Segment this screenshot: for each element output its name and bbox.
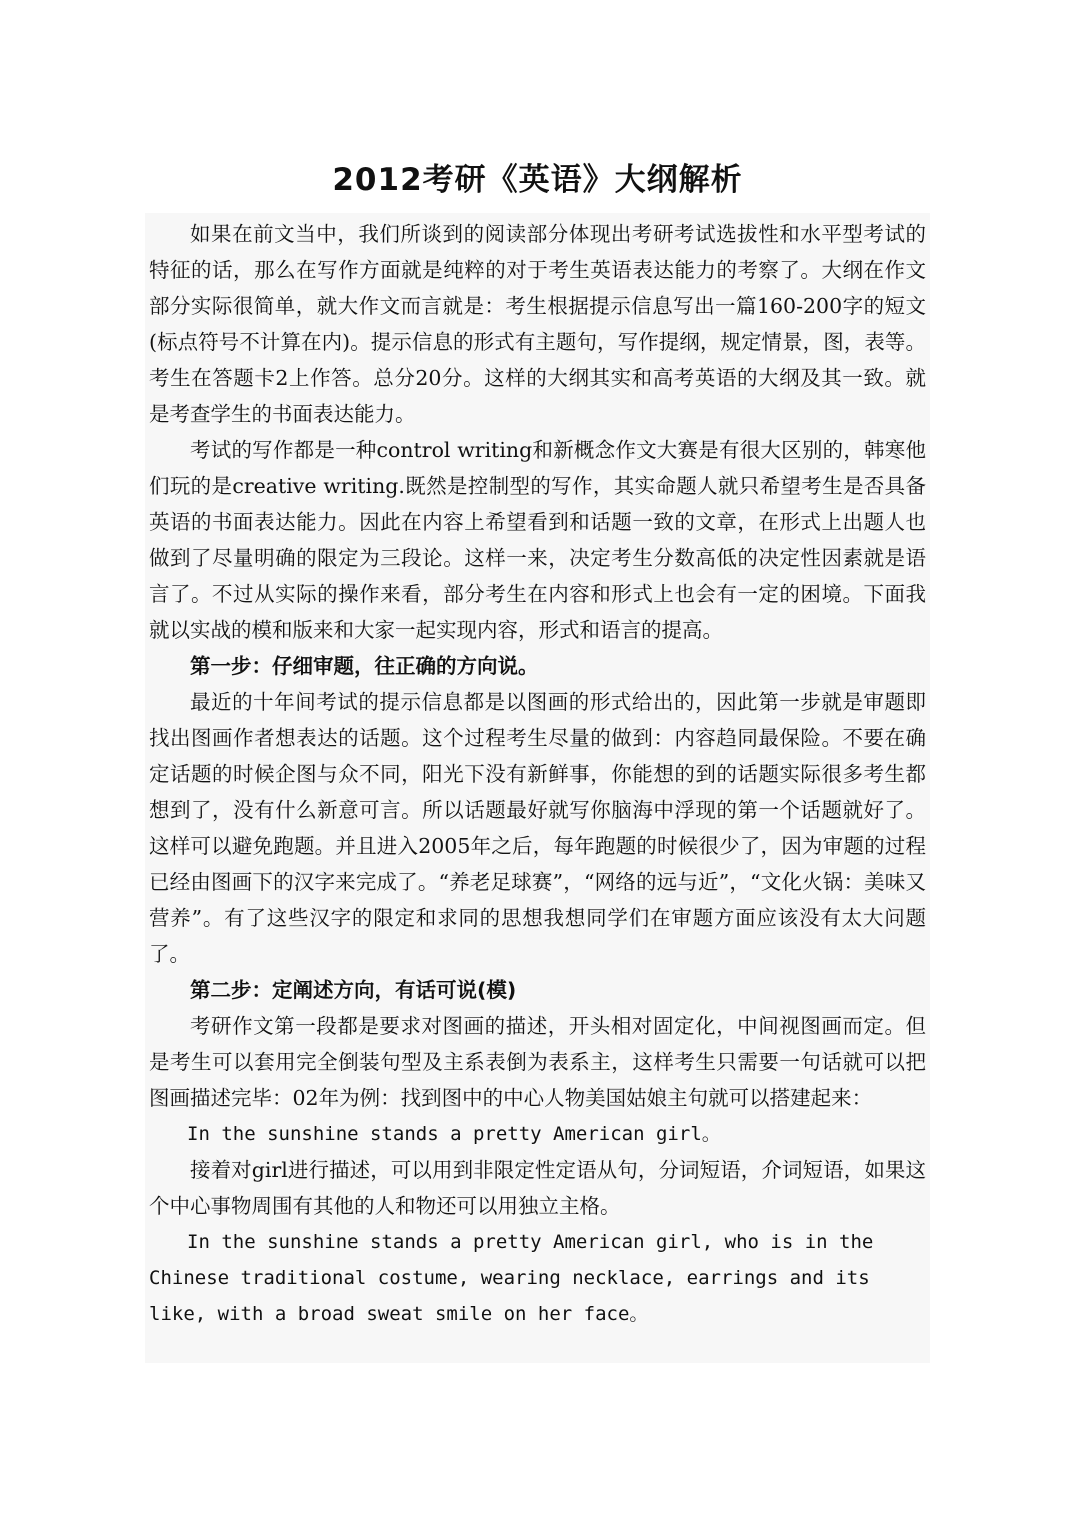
paragraph-step-one: 最近的十年间考试的提示信息都是以图画的形式给出的，因此第一步就是审题即找出图画作者想表达的话题。这个过程考生尽量的做到：内容趋同最保险。不要在确定话题的时候企图与众不同，阳光下没有新鲜事，你能想的到的话题实际很多考生都想到了，没有什么新意可言。所以话题最好就写你脑海中浮现的第一个话题就好了。这样可以避免跑题。并且进入2005年之后，每年跑题的时候很少了，因为审题的过程已经由图画下的汉字来完成了。“养老足球赛”，“网络的远与近”，“文化火锅：美味又营养”。有了这些汉字的限定和求同的思想我想同学们在审题方面应该没有太大问题了。 [149, 690, 926, 966]
paragraph-step-two: 考研作文第一段都是要求对图画的描述，开头相对固定化，中间视图画而定。但是考生可以套用完全倒装句型及主系表倒为表系主，这样考生只需要一句话就可以把图画描述完毕：02年为例：找到图中的中心人物美国姑娘主句就可以搭建起来： [149, 1014, 926, 1110]
example-sentence-short: In the sunshine stands a pretty American girl。 [187, 1123, 721, 1145]
step-two-heading: 第二步：定阐述方向，有话可说(模) [190, 978, 517, 1002]
example-sentence-long: In the sunshine stands a pretty American girl, who is in the Chinese traditional costume, wearing necklace, earrings and its like, with a broad sweat smile on her face。 [149, 1231, 874, 1325]
document-body [145, 213, 930, 1363]
paragraph-girl-description: 接着对girl进行描述，可以用到非限定性定语从句，分词短语，介词短语，如果这个中心事物周围有其他的人和物还可以用独立主格。 [149, 1158, 926, 1218]
step-one-heading: 第一步：仔细审题，往正确的方向说。 [190, 654, 539, 678]
paragraph-intro: 如果在前文当中，我们所谈到的阅读部分体现出考研考试选拔性和水平型考试的特征的话，那么在写作方面就是纯粹的对于考生英语表达能力的考察了。大纲在作文部分实际很简单，就大作文而言就是：考生根据提示信息写出一篇160-200字的短文(标点符号不计算在内)。提示信息的形式有主题句，写作提纲，规定情景，图，表等。考生在答题卡2上作答。总分20分。这样的大纲其实和高考英语的大纲及其一致。就是考查学生的书面表达能力。 [149, 222, 926, 426]
paragraph-control-writing: 考试的写作都是一种control writing和新概念作文大赛是有很大区别的，韩寒他们玩的是creative writing.既然是控制型的写作，其实命题人就只希望考生是否具备英语的书面表达能力。因此在内容上希望看到和话题一致的文章，在形式上出题人也做到了尽量明确的限定为三段论。这样一来，决定考生分数高低的决定性因素就是语言了。不过从实际的操作来看，部分考生在内容和形式上也会有一定的困境。下面我就以实战的模和版来和大家一起实现内容，形式和语言的提高。 [149, 438, 926, 642]
document-title: 2012考研《英语》大纲解析 [332, 162, 743, 198]
